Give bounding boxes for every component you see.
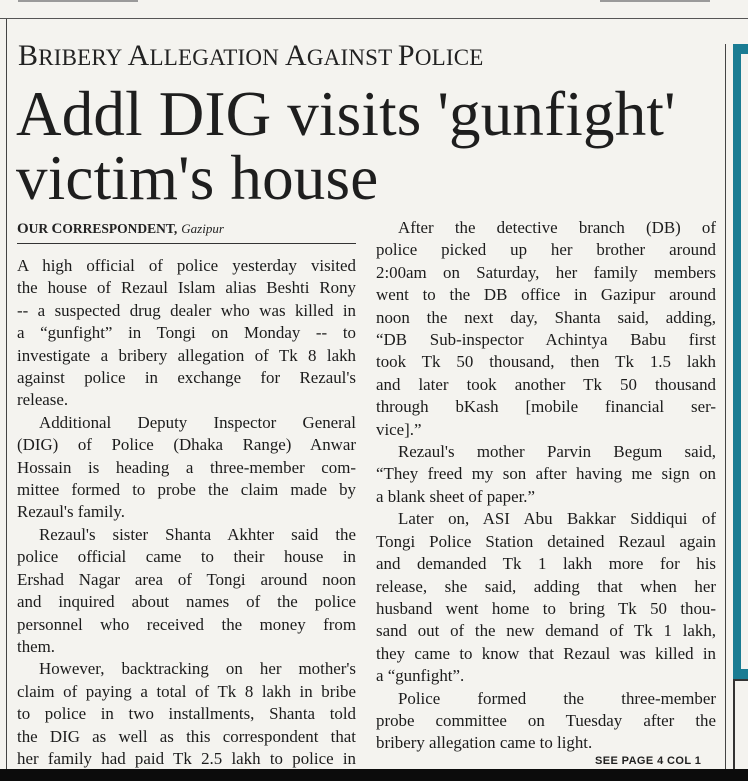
article-line: police picked up her brother around (376, 240, 716, 260)
article-line: probe committee on Tuesday after the (376, 710, 716, 730)
article-line: they came to know that Rezaul was killed in (376, 643, 716, 663)
side-column-rule (725, 44, 726, 769)
article-line: After the detective branch (DB) of (398, 218, 716, 237)
article-line: took Tk 50 thousand, then Tk 1.5 lakh (376, 352, 716, 372)
kicker-part: RIBERY (38, 45, 128, 70)
article-line: and demanded Tk 1 lakh more for his (376, 554, 716, 574)
article-line: Tongi Police Station detained Rezaul again (376, 531, 716, 551)
article-column-2 (376, 217, 716, 755)
kicker-part: A (127, 39, 150, 72)
article-line: the DIG as well as this correspondent that (17, 726, 356, 746)
article-line: investigate a bribery allegation of Tk 8 lakh (17, 345, 356, 365)
article-line: Rezaul's mother Parvin Begum said, (398, 442, 716, 462)
kicker-part: A (284, 39, 307, 72)
article-line: and later took another Tk 50 thousand (376, 374, 716, 394)
headline (16, 79, 736, 213)
article-line: Additional Deputy Inspector General (39, 412, 356, 432)
article-column-1 (17, 255, 356, 781)
article-line: to police in two installments, Shanta told (17, 704, 356, 724)
top-rule (0, 18, 748, 19)
article-line: bribery allegation came to light. (376, 733, 593, 753)
article-line: “They freed my son after having me sign on (376, 464, 716, 484)
article-line: Rezaul's sister Shanta Akhter said the (39, 524, 356, 544)
article-line: Hossain is heading a three-member com- (17, 457, 356, 477)
kicker-part: LLEGATION (149, 45, 285, 70)
top-edge-marks (0, 0, 748, 8)
article-line: personnel who received the money from (17, 614, 356, 634)
byline (17, 221, 224, 238)
article-line: (DIG) of Police (Dhaka Range) Anwar (17, 435, 356, 455)
article-line: -- a suspected drug dealer who was killed in (17, 300, 356, 320)
kicker-part: P (397, 39, 415, 72)
article-line: Rezaul's family. (17, 502, 125, 522)
article-line: noon the next day, Shanta said, adding, (376, 307, 716, 327)
headline-line-1: Addl DIG visits 'gunfight' (16, 79, 676, 149)
article-line: her family had paid Tk 2.5 lakh to police in (17, 748, 356, 768)
article-line: mittee formed to probe the claim made by (17, 480, 356, 500)
kicker (18, 40, 484, 74)
byline-orrespondent: ORRESPONDENT, (62, 221, 178, 236)
article-line: Police formed the three-member (398, 688, 716, 708)
article-line: release, she said, adding that when her (376, 576, 716, 596)
article-line: 2:00am on Saturday, her family members (376, 262, 716, 282)
byline-ur: UR (28, 221, 52, 236)
article-line: However, backtracking on her mother's (39, 659, 356, 679)
article-line: sand out of the new demand of Tk 1 lakh, (376, 621, 716, 641)
headline-line-2: victim's house (16, 143, 379, 213)
article-line: A high official of police yesterday visited (17, 256, 356, 275)
byline-c: C (51, 221, 63, 237)
byline-rule (17, 243, 356, 244)
article-line: a blank sheet of paper.” (376, 486, 535, 506)
article-line: police official came to their house in (17, 547, 356, 567)
adjacent-story-box (733, 679, 748, 771)
byline-o: O (17, 221, 29, 237)
article-line: and inquired about names of the police (17, 592, 356, 612)
adjacent-story-panel-inner (741, 54, 748, 669)
article-line: claim of paying a total of Tk 8 lakh in bribe (17, 681, 356, 701)
article-line: “DB Sub-inspector Achintya Babu first (376, 330, 716, 350)
kicker-part: OLICE (414, 45, 484, 70)
article-line: through bKash [mobile financial ser- (376, 397, 716, 417)
article-line: them. (17, 636, 55, 656)
article-line: the house of Rezaul Islam alias Beshti Rony (17, 278, 356, 298)
article-line: a “gunfight”. (376, 666, 465, 686)
article-line: a “gunfight” in Tongi on Monday -- to (17, 323, 356, 343)
article-line: Later on, ASI Abu Bakkar Siddiqui of (398, 509, 716, 529)
article-line: against police in exchange for Rezaul's (17, 368, 356, 388)
left-column-rule (6, 19, 7, 769)
bottom-edge-bar (0, 769, 748, 781)
kicker-part: B (18, 39, 39, 72)
jump-line: SEE PAGE 4 COL 1 (595, 755, 702, 767)
article-line: vice].” (376, 419, 422, 439)
article-line: release. (17, 390, 69, 410)
article-line: went to the DB office in Gazipur around (376, 285, 716, 305)
article-line: Ershad Nagar area of Tongi around noon (17, 569, 356, 589)
kicker-part: GAINST (306, 45, 398, 70)
article-line: husband went home to bring Tk 50 thou- (376, 598, 716, 618)
byline-location: Gazipur (181, 221, 224, 236)
